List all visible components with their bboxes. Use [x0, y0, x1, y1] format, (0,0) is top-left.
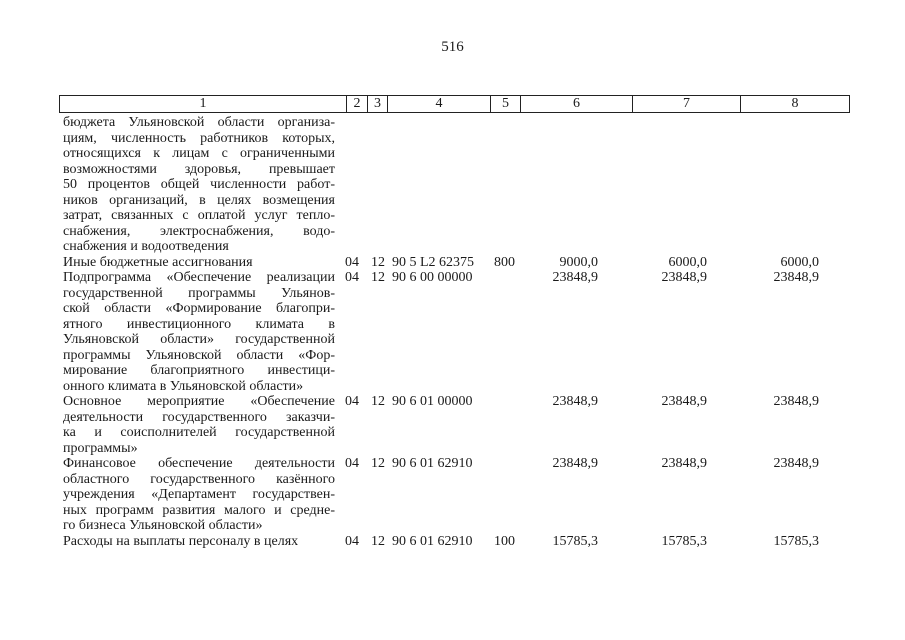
row-col-7: 23848,9 [661, 270, 707, 285]
description-line: затрат, связанных с оплатой услуг тепло- [63, 208, 335, 223]
header-col-3: 3 [367, 96, 387, 112]
row-col-5: 800 [494, 254, 515, 270]
header-col-6: 6 [520, 96, 632, 112]
row-col-6: 23848,9 [552, 270, 598, 285]
header-col-7: 7 [632, 96, 740, 112]
row-col-3: 12 [371, 254, 385, 270]
header-col-8: 8 [740, 96, 849, 112]
row-col-4: 90 6 01 62910 [392, 456, 473, 471]
row-col-8: 23848,9 [773, 270, 819, 285]
description-line: мирование благоприятного инвестици- [63, 363, 335, 378]
row-description [63, 255, 335, 271]
description-line: Ульяновской области» государственной [63, 332, 335, 347]
description-line: ка и соисполнителей государственной [63, 425, 335, 440]
row-col-8: 6000,0 [780, 254, 819, 270]
row-col-3: 12 [371, 270, 385, 285]
description-line: 50 процентов общей численности работ- [63, 177, 335, 192]
row-description [63, 394, 335, 456]
row-col-4: 90 6 00 00000 [392, 270, 473, 285]
description-line: бюджета Ульяновской области организа- [63, 115, 335, 130]
row-col-2: 04 [345, 270, 359, 285]
row-col-7: 23848,9 [661, 394, 707, 409]
description-line: областного государственного казённого [63, 471, 335, 487]
row-col-6: 23848,9 [552, 456, 598, 471]
description-line: циям, численность работников которых, [63, 130, 335, 146]
description-line: снабжения и водоотведения [63, 239, 229, 254]
description-line: возможностями здоровья, превышает [63, 161, 335, 177]
row-col-4: 90 6 01 00000 [392, 394, 473, 409]
description-line: онного климата в Ульяновской области» [63, 378, 304, 394]
row-col-2: 04 [345, 394, 359, 409]
row-col-3: 12 [371, 394, 385, 409]
row-description [63, 115, 335, 255]
description-line: относящихся к лицам с ограниченными [63, 146, 335, 161]
table-header [59, 95, 850, 113]
description-line: учреждения «Департамент государствен- [63, 487, 335, 502]
description-line: государственной программы Ульянов- [63, 285, 335, 301]
description-line: программы Ульяновской области «Фор- [63, 347, 335, 363]
row-col-3: 12 [371, 456, 385, 471]
row-col-4: 90 6 01 62910 [392, 533, 473, 549]
row-col-6: 9000,0 [559, 254, 598, 270]
row-col-7: 6000,0 [668, 254, 707, 270]
description-line: программы» [63, 440, 138, 456]
description-line: Финансовое обеспечение деятельности [63, 456, 335, 471]
row-col-2: 04 [345, 533, 359, 549]
description-line: ников организаций, в целях возмещения [63, 192, 335, 208]
row-description [63, 456, 335, 534]
description-line: Подпрограмма «Обеспечение реализации [63, 270, 335, 285]
description-line: ных программ развития малого и средне- [63, 502, 335, 518]
row-col-8: 15785,3 [773, 533, 819, 549]
row-col-3: 12 [371, 533, 385, 549]
row-col-2: 04 [345, 456, 359, 471]
row-col-5: 100 [494, 533, 515, 549]
description-line: ятного инвестиционного климата в [63, 316, 335, 332]
header-col-4: 4 [387, 96, 490, 112]
description-line: деятельности государственного заказчи- [63, 409, 335, 425]
row-col-6: 23848,9 [552, 394, 598, 409]
row-col-8: 23848,9 [773, 456, 819, 471]
row-description [63, 534, 335, 550]
row-col-6: 15785,3 [552, 533, 598, 549]
description-line: Иные бюджетные ассигнования [63, 254, 253, 270]
row-col-2: 04 [345, 254, 359, 270]
page-number: 516 [441, 39, 464, 55]
description-line: го бизнеса Ульяновской области» [63, 518, 263, 533]
row-col-8: 23848,9 [773, 394, 819, 409]
description-line: ской области «Формирование благопри- [63, 301, 335, 316]
description-line: Основное мероприятие «Обеспечение [63, 394, 335, 409]
header-col-5: 5 [490, 96, 520, 112]
row-col-4: 90 5 L2 62375 [392, 254, 475, 270]
description-line: снабжения, электроснабжения, водо- [63, 223, 335, 239]
header-col-2: 2 [346, 96, 367, 112]
header-col-1: 1 [199, 96, 207, 111]
row-description [63, 270, 335, 394]
description-line: Расходы на выплаты персоналу в целях [63, 533, 299, 549]
row-col-7: 15785,3 [661, 533, 707, 549]
row-col-7: 23848,9 [661, 456, 707, 471]
